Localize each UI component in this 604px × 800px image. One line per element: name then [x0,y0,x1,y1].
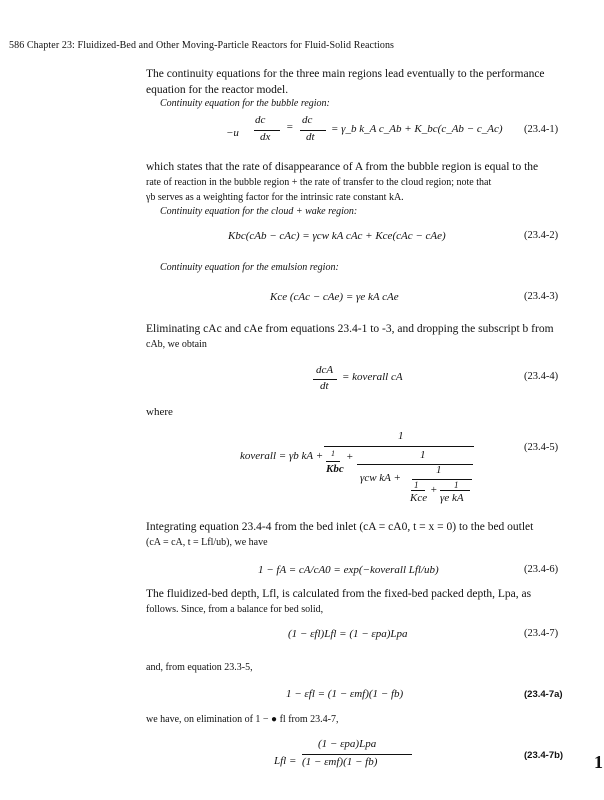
eq5-number: (23.4-5) [524,442,559,453]
integration-paragraph [146,519,566,550]
eq4-numerator: dcA [316,364,334,376]
elimination-paragraph [146,321,566,352]
intro-line-2: equation for the reactor model. [146,84,289,96]
eq5-plus: + [346,451,354,463]
eq6-text: 1 − fA = cA/cA0 = exp(−koverall Lfl/ub) [258,564,439,576]
int-line-1: Integrating equation 23.4-4 from the bed inlet (cA = cA0, t = x = 0) to the bed outlet [146,521,534,533]
depth-line-1: The fluidized-bed depth, Lfl, is calculated from the fixed-bed packed depth, Lpa, as [146,588,532,600]
eq5-t4-bar [440,490,470,491]
eq7b-number: (23.4-7b) [524,750,564,761]
elim-line-2: cAb, we obtain [146,339,207,350]
heading-cloud-region: Continuity equation for the cloud + wake region: [160,206,358,217]
elimination-note: we have, on elimination of 1 − ● fl from 23.4-7, [146,714,339,725]
eq5-t4-den: γe kA [440,492,464,504]
eq7b-denominator: (1 − εmf)(1 − fb) [302,756,378,768]
eq5-deep-bar [412,479,472,480]
eq5-lhs: koverall = γb kA + [240,450,324,462]
eq1-rhs: = γ_b k_A c_Ab + K_bc(c_Ab − c_Ac) [331,123,503,135]
elim-line-1: Eliminating cAc and cAe from equations 23.4-1 to -3, and dropping the subscript b from [146,323,554,335]
eq5-t3-den: Kce [410,492,428,504]
explain-line-3: γb serves as a weighting factor for the intrinsic rate constant kA. [146,192,404,203]
eq7a-number: (23.4-7a) [524,689,563,700]
eq5-inner-bar [357,464,473,465]
heading-bubble-region: Continuity equation for the bubble region: [160,98,330,109]
intro-paragraph [146,66,566,98]
eq1-left-numerator: dc [255,114,266,126]
eq1-mid-numerator: dc [302,114,313,126]
depth-paragraph [146,586,566,617]
eq1-mid-denominator: dt [306,131,315,143]
eq2-text: Kbc(cAb − cAc) = γcw kA cAc + Kce(cAc − cAe) [228,230,446,242]
eq7b-numerator: (1 − εpa)Lpa [318,738,377,750]
int-line-2: (cA = cA, t = Lfl/ub), we have [146,537,268,548]
eq5-t1-den: Kbc [326,463,344,475]
where-label: where [146,406,173,418]
eq4-number: (23.4-4) [524,371,559,382]
from-equation-text: and, from equation 23.3-5, [146,662,253,673]
depth-line-2: follows. Since, from a balance for bed solid, [146,604,324,615]
eq3-number: (23.4-3) [524,291,559,302]
eq4-denominator: dt [320,380,329,392]
bubble-explanation [146,160,566,205]
eq5-top-one: 1 [398,430,404,442]
eq3-text: Kce (cAc − cAe) = γe kA cAe [270,291,399,303]
eq5-t2-prefix: γcw kA + [360,472,401,484]
eq5-t1-num: 1 [331,449,335,458]
eq5-t4-num: 1 [454,480,459,490]
eq1-left-denominator: dx [260,131,271,143]
eq5-t1-bar [326,461,340,462]
eq7b-fraction-bar [302,754,412,755]
eq2-number: (23.4-2) [524,230,559,241]
eq7-text: (1 − εfl)Lfl = (1 − εpa)Lpa [288,628,408,640]
eq1-left-prefix: −u [226,127,239,139]
eq6-number: (23.4-6) [524,564,559,575]
eq5-t3-top: 1 [436,464,442,476]
page-corner-mark: 1 [594,752,603,772]
heading-emulsion-region: Continuity equation for the emulsion region: [160,262,339,273]
eq7a-text: 1 − εfl = (1 − εmf)(1 − fb) [286,688,404,700]
eq1-equals-1: = [286,121,294,133]
eq7-number: (23.4-7) [524,628,559,639]
eq5-minus: + [430,484,438,496]
eq4-rhs: = koverall cA [342,371,403,383]
intro-line-1: The continuity equations for the three main regions lead eventually to the performance [146,68,545,80]
explain-line-1: which states that the rate of disappearance of A from the bubble region is equal to the [146,161,539,173]
eq5-t3-num: 1 [414,480,419,490]
page-header: 586 Chapter 23: Fluidized-Bed and Other Moving-Particle Reactors for Fluid-Solid Reactions [9,40,395,51]
eq5-t3-bar [411,490,425,491]
eq1-number: (23.4-1) [524,124,559,135]
eq7b-lhs: Lfl = [274,755,297,767]
explain-line-2: rate of reaction in the bubble region + the rate of transfer to the cloud region; note that [146,177,492,188]
eq5-main-bar [324,446,474,447]
eq5-inner-one: 1 [420,449,426,461]
